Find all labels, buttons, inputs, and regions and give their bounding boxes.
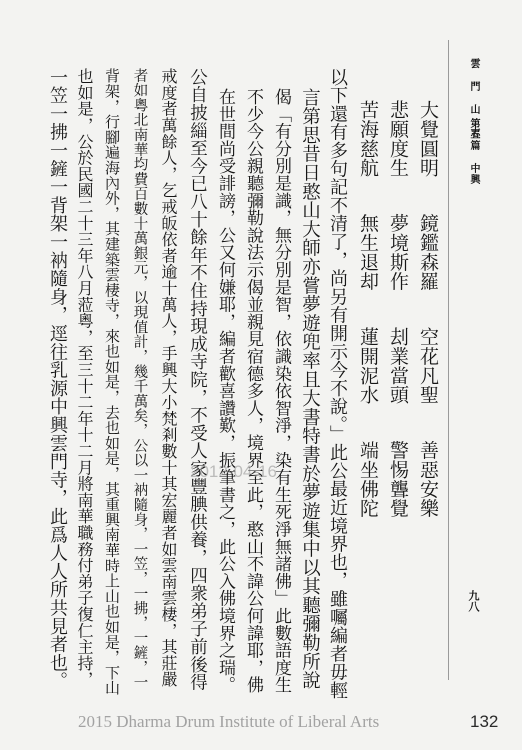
body-column-5: 在世間尚受誹謗，公又何嫌耶，編者歡喜讚歎，振筆書之，此公入佛境界之瑞。 (215, 88, 235, 694)
body-column-10: 也如是，公於民國二十三年八月蒞粵，至三十二年十二月將南華職務付弟子復仁主持， (75, 68, 94, 688)
body-column-4: 不少今公親聽彌勒說法示偈並親見宿德多人，境界至此，憨山不諱公何諱耶，佛 (243, 88, 263, 694)
body-column-1: 以下還有多句記不清了，尚另有開示今不說。」此公最近境界也，雖囑編者毋輕 (327, 68, 348, 700)
chapter-heading: 第五篇 中興 (468, 118, 479, 185)
body-column-6: 公自披緇至今已八十餘年不住持現成寺院，不受人家豐腆供養，四衆弟子前後得 (187, 68, 208, 691)
verse-line-1: 大覺圓明 鏡鑑森羅 空花凡聖 善惡安樂 (417, 100, 439, 518)
folio-number: 九八 (467, 590, 480, 612)
body-column-2: 言第思昔日憨山大師亦嘗夢遊兜率且大書特書於夢遊集中以其聽彌勒所說 (299, 88, 321, 690)
body-column-8: 者如粵北南華均費百數十萬銀元，以現值計，幾千萬矣，公以一衲隨身，一笠，一拂，一鏟，一 (131, 68, 148, 690)
body-column-9: 背架，行腳遍海內外，其建築雲棲寺，來也如是，去也如是，其重興南華時上山也如是，下山 (103, 68, 121, 696)
footer-credit: 2015 Dharma Drum Institute of Liberal Arts (78, 712, 380, 731)
margin-rule (448, 40, 449, 680)
body-column-7: 戒度者萬餘人，乞戒皈依者逾十萬人，手興大小梵剎數十其宏麗者如雲南雲棲，其莊嚴 (159, 68, 178, 688)
verse-line-3: 苦海慈航 無生退却 蓮開泥水 端坐佛陀 (357, 100, 379, 518)
page-number: 132 (470, 712, 499, 731)
body-column-11: 一笠一拂一鏟一背架一衲隨身，逕往乳源中興雲門寺，此爲人人所共見者也。 (47, 68, 68, 691)
body-column-3: 偈「有分別是識，無分別是智，依識染依智淨，染有生死淨無諸佛」此數語度生 (271, 88, 291, 694)
verse-line-2: 悲願度生 夢境斯作 刦業當頭 警惕聾覺 (387, 100, 409, 518)
date-stamp: 2012-04-16 (190, 462, 277, 481)
running-title: 雲 門 山 志 (468, 58, 479, 138)
